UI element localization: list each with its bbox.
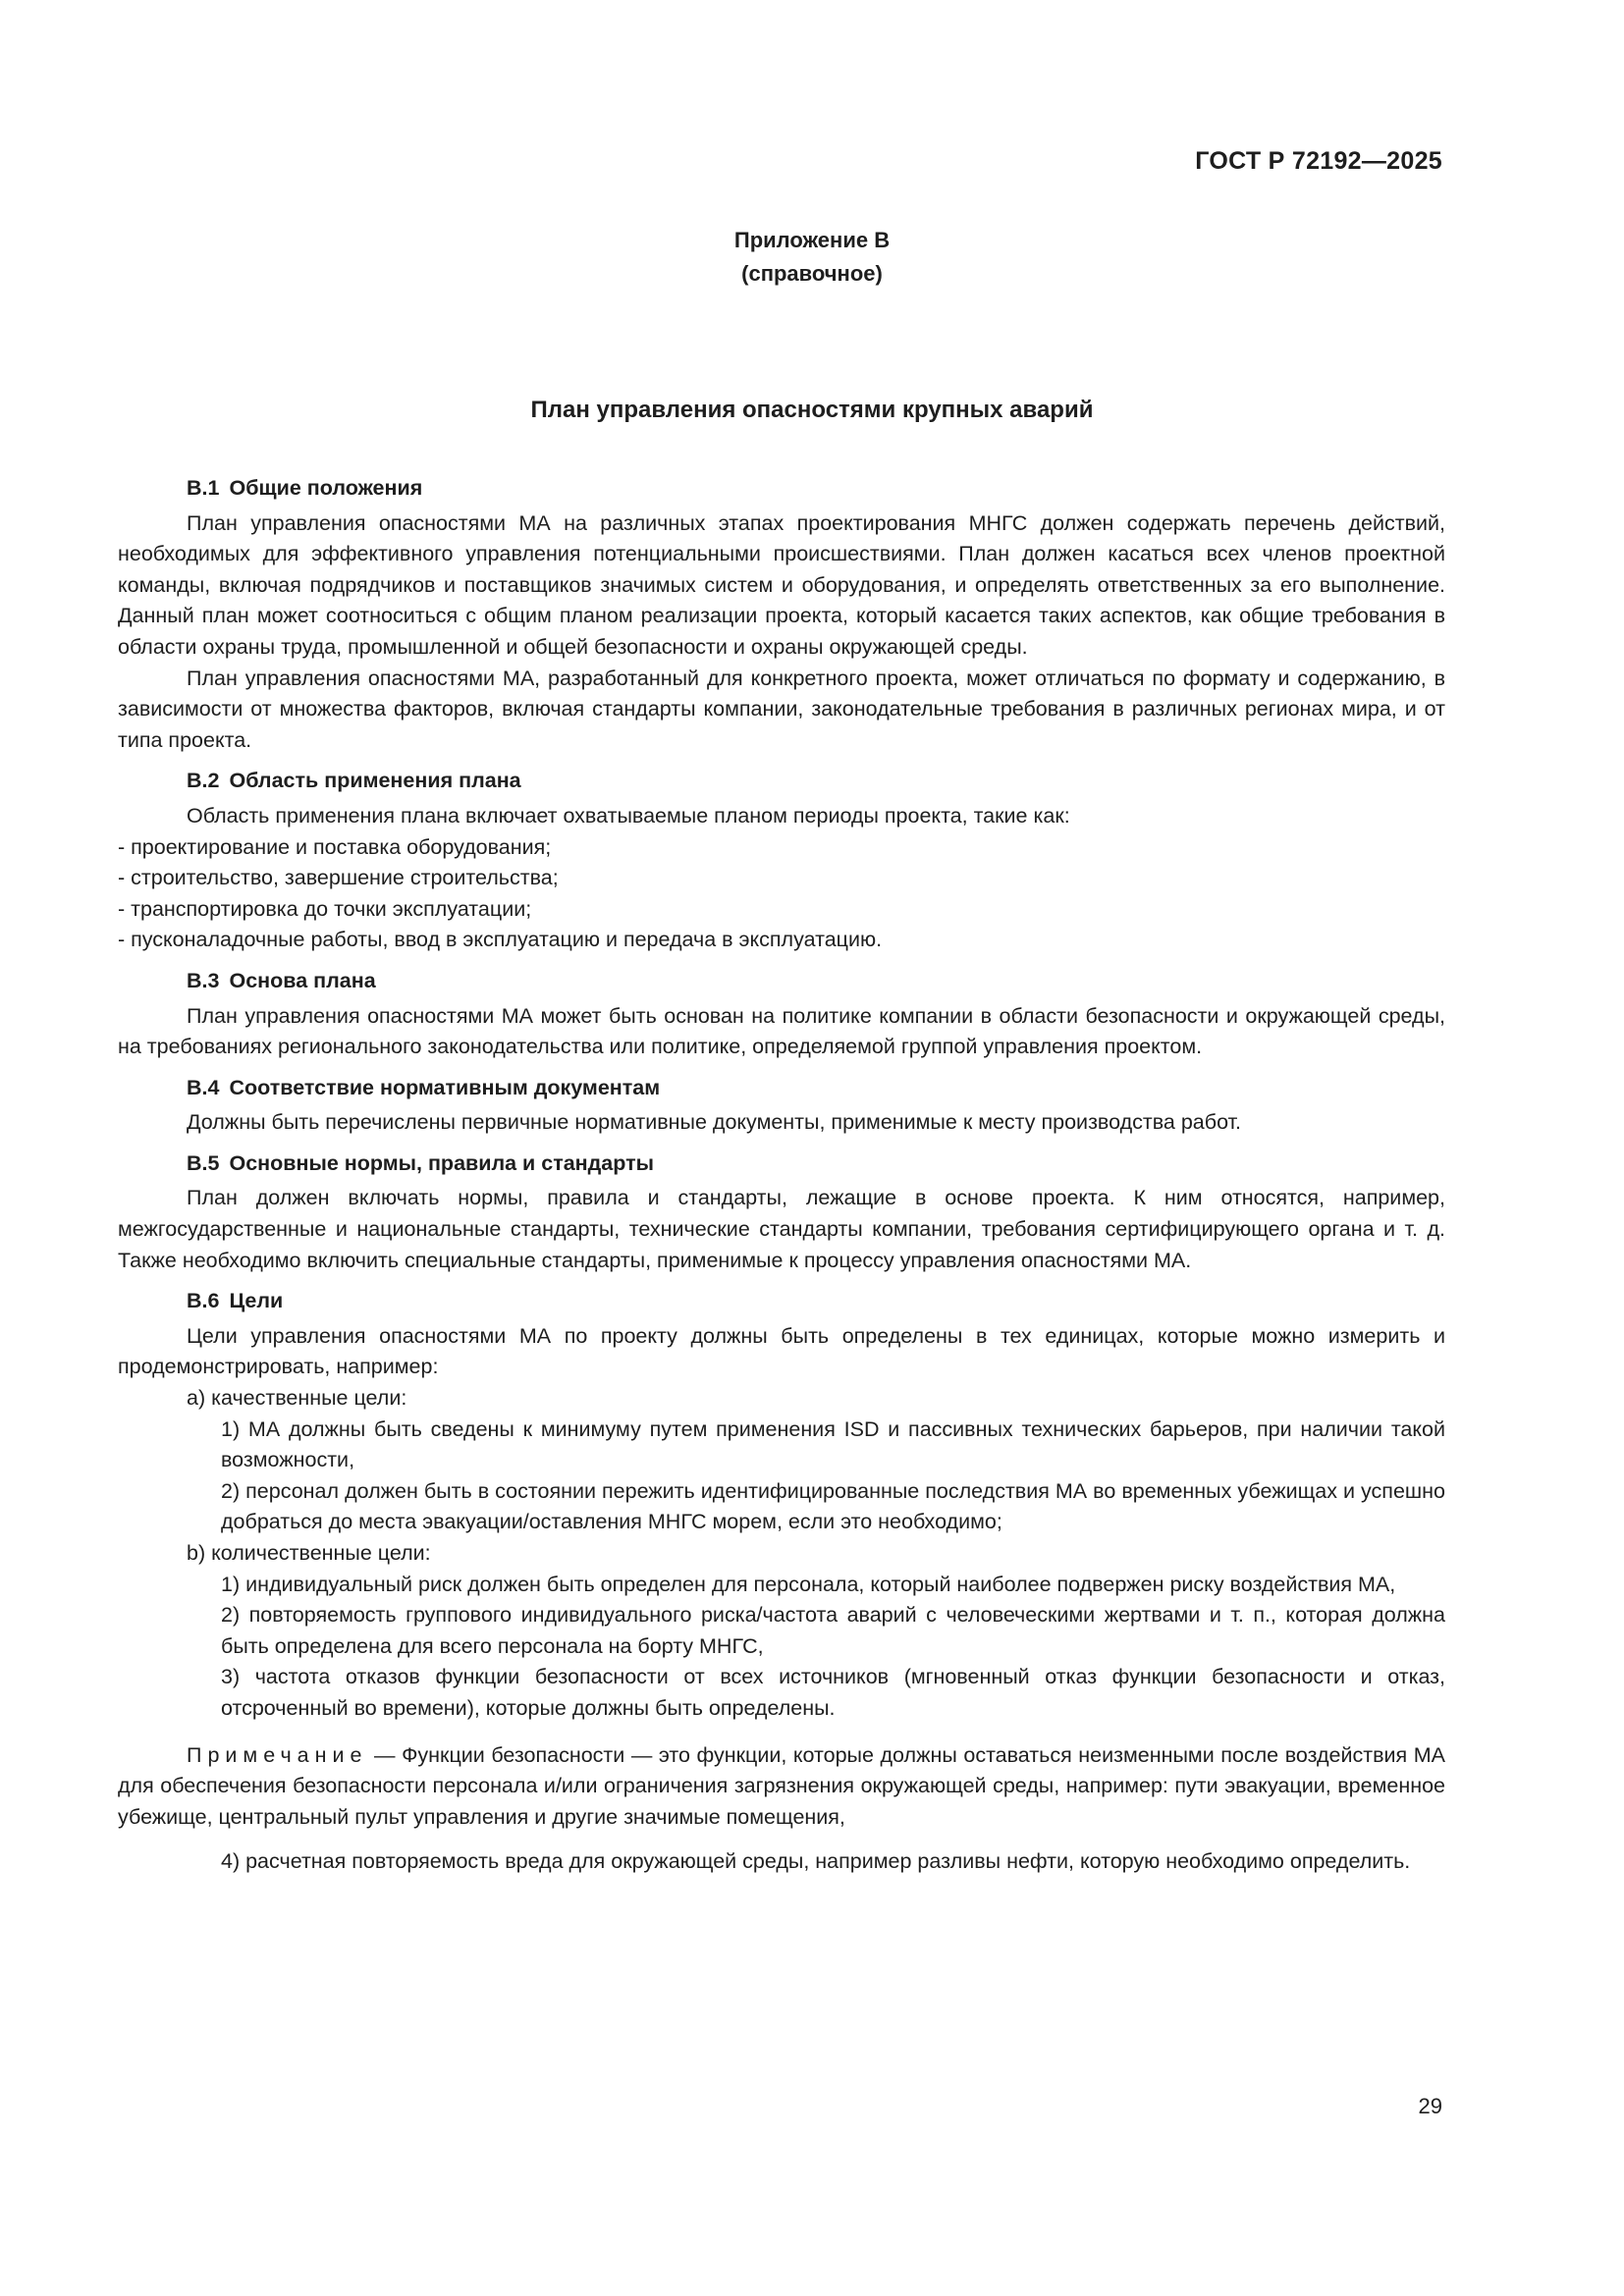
list-item: - проектирование и поставка оборудования;: [118, 834, 552, 859]
section-number: В.4: [187, 1075, 220, 1099]
section-heading: [118, 1286, 1445, 1317]
section-b4: [118, 1073, 1445, 1139]
appendix-title: Приложение В: [733, 228, 891, 252]
standard-code: ГОСТ Р 72192—2025: [1195, 147, 1442, 175]
note: [118, 1740, 1445, 1834]
list-subitem: 1) индивидуальный риск должен быть определен для персонала, который наиболее подвержен риску воздействия МА,: [221, 1572, 1396, 1596]
paragraph: План должен включать нормы, правила и стандарты, лежащие в основе проекта. К ним относятся, например, межгосударственные и национальные стандарты, технические стандарты компании, требования сертифицирующего органа и т. д. Также необходимо включить специальные стандарты, применимые к процессу управления опасностями МА.: [118, 1186, 1445, 1272]
section-number: В.1: [187, 476, 220, 500]
note-label: Примечание: [187, 1742, 368, 1767]
appendix-heading: [0, 224, 1624, 291]
section-title: Общие положения: [229, 476, 423, 500]
section-title: Цели: [229, 1289, 284, 1313]
list-subitem: 3) частота отказов функции безопасности от всех источников (мгновенный отказ функции безопасности и отказ, отсроченный во времени), которые должны быть определены.: [221, 1665, 1445, 1720]
period-list: [118, 832, 1445, 956]
section-b1: [118, 473, 1445, 756]
section-number: В.6: [187, 1289, 220, 1313]
list-subitem: 4) расчетная повторяемость вреда для окружающей среды, например разливы нефти, которую необходимо определить.: [221, 1849, 1411, 1874]
section-title: Основа плана: [229, 968, 376, 992]
list-item-a: а) качественные цели:: [187, 1386, 407, 1411]
list-item-b: b) количественные цели:: [187, 1541, 431, 1565]
note-text: — Функции безопасности — это функции, которые должны оставаться неизменными после воздействия МА для обеспечения безопасности персонала и/или ограничения загрязнения окружающей среды, например: пути эвакуации, временное убежище, центральный пульт управления и другие значимые помещения,: [118, 1742, 1445, 1829]
appendix-kind: (справочное): [741, 261, 883, 286]
section-b3: [118, 966, 1445, 1063]
section-heading: [118, 1148, 1445, 1180]
section-number: В.5: [187, 1150, 220, 1175]
list-item: - транспортировка до точки эксплуатации;: [118, 896, 532, 921]
list-subitem: 2) персонал должен быть в состоянии пережить идентифицированные последствия МА во временных убежищах и успешно добраться до места эвакуации/оставления МНГС морем, если это необходимо;: [221, 1478, 1445, 1534]
paragraph: Цели управления опасностями МА по проекту должны быть определены в тех единицах, которые можно измерить и продемонстрировать, например:: [118, 1323, 1445, 1379]
paragraph: План управления опасностями МА, разработанный для конкретного проекта, может отличаться по формату и содержанию, в зависимости от множества факторов, включая стандарты компании, законодательные требования в различных регионах мира, и от типа проекта.: [118, 666, 1445, 752]
section-heading: [118, 966, 1445, 997]
section-b6: [118, 1286, 1445, 1878]
list-subitem: 1) МА должны быть сведены к минимуму путем применения ISD и пассивных технических барьеров, при наличии такой возможности,: [221, 1416, 1445, 1472]
document-title: План управления опасностями крупных аварий: [530, 397, 1094, 423]
paragraph: План управления опасностями МА может быть основан на политике компании в области безопасности и окружающей среды, на требованиях регионального законодательства или политике, определяемой группой управления проектом.: [118, 1003, 1445, 1059]
section-heading: [118, 1073, 1445, 1104]
page-number: 29: [1418, 2094, 1442, 2118]
section-title: Соответствие нормативным документам: [229, 1075, 661, 1099]
section-title: Область применения плана: [229, 769, 521, 793]
document-body: [118, 473, 1445, 1878]
paragraph: Область применения плана включает охватываемые планом периоды проекта, такие как:: [187, 803, 1070, 828]
list-subitem: 2) повторяемость группового индивидуального риска/частота аварий с человеческими жертвами и т. п., которая должна быть определена для всего персонала на борту МНГС,: [221, 1603, 1445, 1658]
paragraph: Должны быть перечислены первичные нормативные документы, применимые к месту производства работ.: [187, 1110, 1241, 1135]
paragraph: План управления опасностями МА на различных этапах проектирования МНГС должен содержать перечень действий, необходимых для эффективного управления потенциальными происшествиями. План должен касаться всех членов проектной команды, включая подрядчиков и поставщиков значимых систем и оборудования, и определять ответственных за его выполнение. Данный план может соотноситься с общим планом реализации проекта, который касается таких аспектов, как общие требования в области охраны труда, промышленной и общей безопасности и охраны окружающей среды.: [118, 510, 1445, 659]
section-heading: [118, 766, 1445, 797]
section-title: Основные нормы, правила и стандарты: [229, 1150, 655, 1175]
section-number: В.3: [187, 968, 220, 992]
section-number: В.2: [187, 769, 220, 793]
section-b2: [118, 766, 1445, 956]
section-heading: [118, 473, 1445, 505]
list-item: - пусконаладочные работы, ввод в эксплуатацию и передача в эксплуатацию.: [118, 928, 883, 952]
section-b5: [118, 1148, 1445, 1276]
list-item: - строительство, завершение строительства;: [118, 866, 559, 890]
